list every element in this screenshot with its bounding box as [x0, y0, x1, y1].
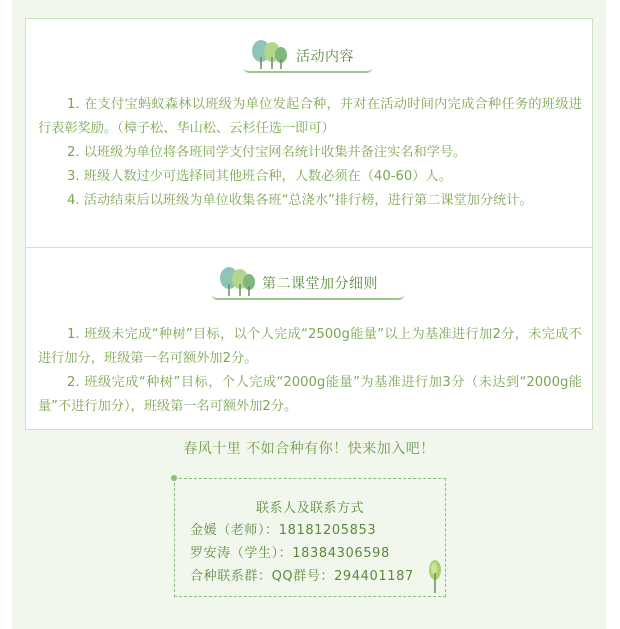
paragraph: 3. 班级人数过少可选择同其他班合种，人数必须在（40-60）人。: [67, 169, 452, 184]
section-body: [38, 93, 582, 213]
slogan: 春风十里 不如合种有你！快来加入吧！: [183, 441, 435, 457]
contact-line: 罗安涛（学生）：18384306598: [190, 546, 390, 561]
paragraph: 2. 以班级为单位将各班同学支付宝网名统计收集并备注实名和学号。: [67, 145, 467, 160]
paragraph: 4. 活动结束后以班级为单位收集各班“总浇水”排行榜，进行第二课堂加分统计。: [67, 193, 533, 208]
section-heading: [26, 266, 592, 300]
tree-icon: [428, 559, 442, 593]
paragraph: 2. 班级完成“种树”目标，个人完成“2000g能量”为基准进行加3分（未达到“2000g能量”不进行加分），班级第一名可额外加2分。: [38, 375, 582, 414]
contact-card: [174, 478, 446, 597]
contact-line: 金媛（老师）：18181205853: [190, 523, 377, 538]
paragraph: 1. 在支付宝蚂蚁森林以班级为单位发起合种，并对在活动时间内完成合种任务的班级进行表彰奖励。（樟子松、华山松、云杉任选一即可）: [38, 97, 582, 136]
heading-underline: [212, 295, 404, 300]
contact-line: 合种联系群：QQ群号：294401187: [190, 569, 414, 584]
trees-icon: [216, 266, 260, 296]
section-title: 活动内容: [296, 49, 354, 65]
page: [12, 0, 606, 629]
trees-icon: [248, 39, 292, 69]
activity-content-section: [25, 18, 593, 248]
section-heading: [26, 39, 592, 73]
section-body: [38, 323, 582, 419]
bonus-rules-section: [25, 247, 593, 430]
corner-dot: [171, 475, 177, 481]
section-title: 第二课堂加分细则: [262, 276, 378, 292]
contact-title: 联系人及联系方式: [255, 501, 364, 516]
paragraph: 1. 班级未完成“种树”目标，以个人完成“2500g能量”以上为基准进行加2分，未完成不进行加分，班级第一名可额外加2分。: [38, 327, 582, 366]
heading-underline: [244, 68, 372, 73]
